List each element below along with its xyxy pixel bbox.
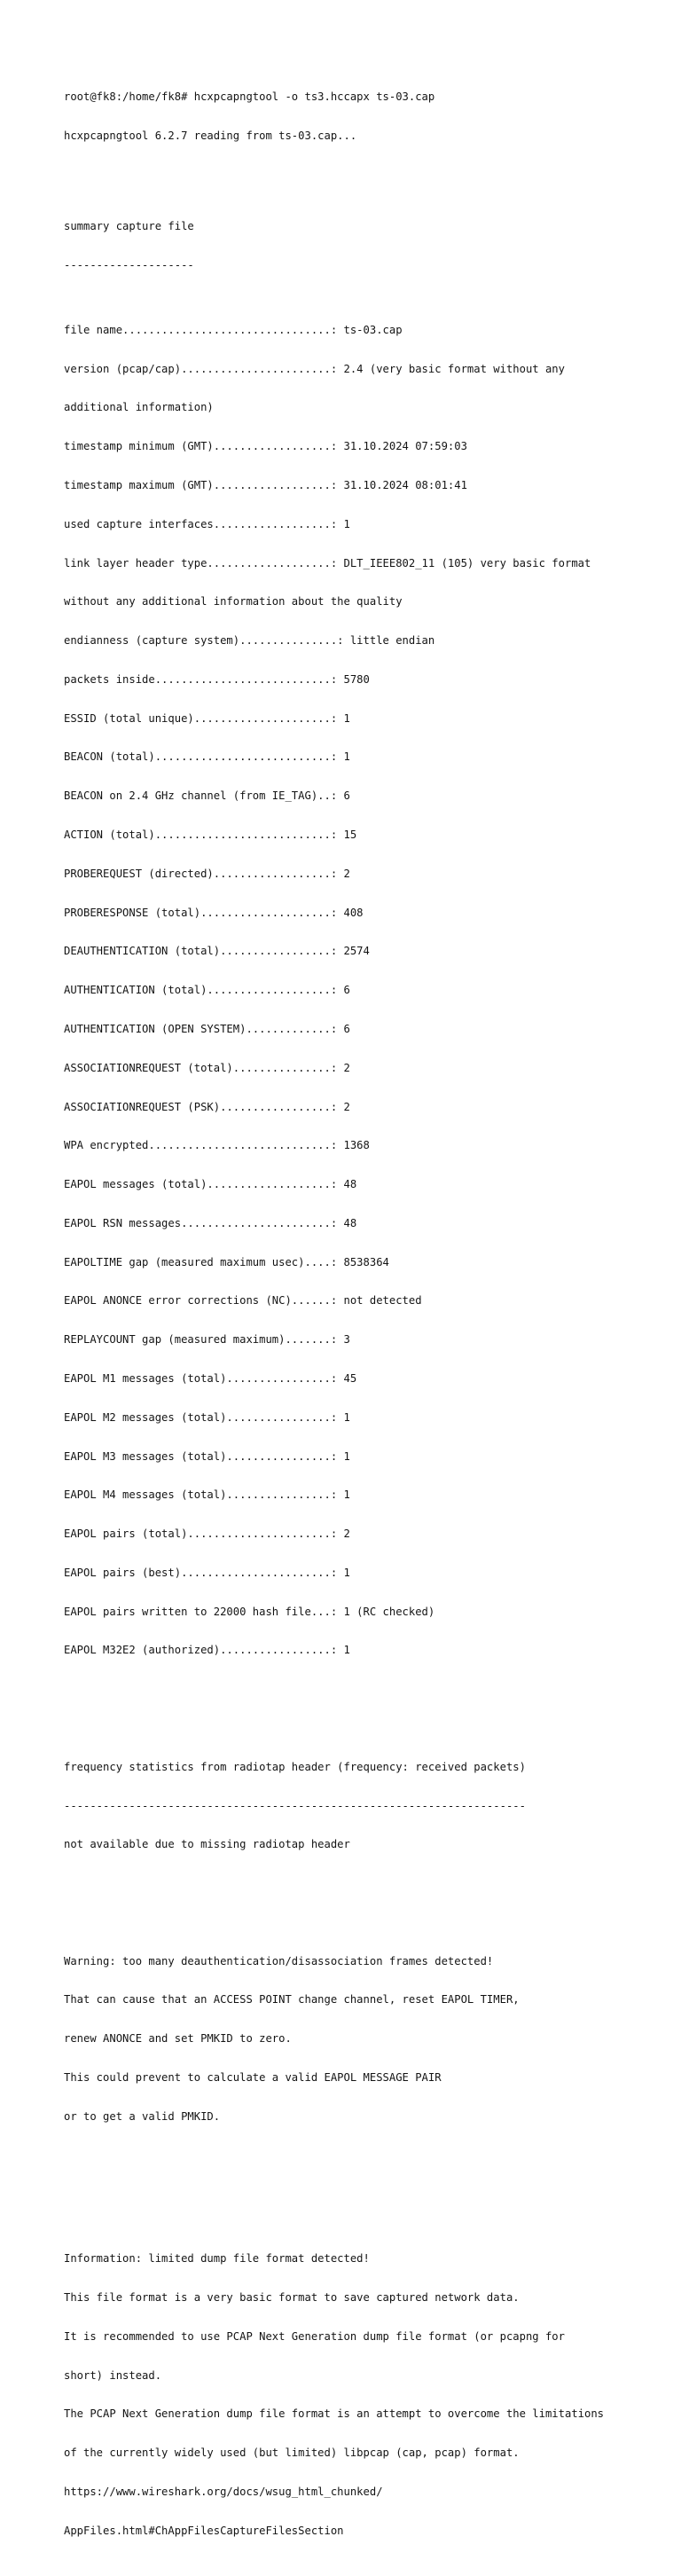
- summary-line: link layer header type...................: DLT_IEEE802_11 (105) very basic format: [64, 556, 591, 569]
- summary-line: EAPOL M1 messages (total)................: 45: [64, 1371, 357, 1385]
- summary-line: ASSOCIATIONREQUEST (PSK).................: 2: [64, 1100, 350, 1113]
- summary-line: version (pcap/cap).......................: 2.4 (very basic format without any: [64, 362, 565, 375]
- spacer: [64, 2175, 667, 2188]
- summary-line: EAPOLTIME gap (measured maximum usec)....: 8538364: [64, 1255, 389, 1268]
- summary-line: ASSOCIATIONREQUEST (total)...............: 2: [64, 1061, 350, 1074]
- summary-line: REPLAYCOUNT gap (measured maximum).......: 3: [64, 1333, 350, 1347]
- summary-line: BEACON on 2.4 GHz channel (from IE_TAG)..: 6: [64, 789, 350, 803]
- summary-line: EAPOL M3 messages (total)................: 1: [64, 1449, 350, 1463]
- information-line: Information: limited dump file format detected!: [64, 2252, 370, 2266]
- warning-block: [64, 1929, 667, 2149]
- information-line: The PCAP Next Generation dump file format is an attempt to overcome the limitations: [64, 2407, 605, 2421]
- warning-line: Warning: too many deauthentication/disassociation frames detected!: [64, 1954, 494, 1967]
- frequency-message: not available due to missing radiotap header: [64, 1838, 350, 1851]
- summary-line: EAPOL M32E2 (authorized).................: 1: [64, 1644, 350, 1657]
- frequency-heading: frequency statistics from radiotap header (frequency: received packets): [64, 1760, 526, 1773]
- warning-line: renew ANONCE and set PMKID to zero.: [64, 2032, 292, 2046]
- summary-line: EAPOL ANONCE error corrections (NC)......: not detected: [64, 1294, 422, 1308]
- wireshark-link-line: https://www.wireshark.org/docs/wsug_html_chunked/: [64, 2486, 383, 2499]
- summary-line: packets inside...........................: 5780: [64, 672, 370, 686]
- summary-line: ACTION (total)...........................: 15: [64, 829, 357, 842]
- spacer: [64, 169, 667, 182]
- summary-line: file name................................: ts-03.cap: [64, 323, 403, 336]
- spacer: [64, 1877, 667, 1890]
- summary-line: timestamp minimum (GMT)..................: 31.10.2024 07:59:03: [64, 440, 467, 453]
- summary-line: PROBEREQUEST (directed)..................: 2: [64, 867, 350, 880]
- summary-heading: summary capture file: [64, 220, 194, 233]
- information-line: This file format is a very basic format to save captured network data.: [64, 2291, 520, 2305]
- summary-line: EAPOL M4 messages (total)................: 1: [64, 1488, 350, 1502]
- summary-line: DEAUTHENTICATION (total).................: 2574: [64, 945, 370, 958]
- summary-line: endianness (capture system)...............: little endian: [64, 634, 435, 648]
- information-line: short) instead.: [64, 2368, 162, 2382]
- summary-line: PROBERESPONSE (total)....................: 408: [64, 906, 364, 919]
- summary-line: EAPOL pairs (total)......................: 2: [64, 1528, 350, 1541]
- summary-list: [64, 298, 667, 1684]
- frequency-rule: -----------------------------------------------------------------------: [64, 1799, 526, 1812]
- summary-line: ESSID (total unique).....................: 1: [64, 711, 350, 725]
- warning-line: This could prevent to calculate a valid EAPOL MESSAGE PAIR: [64, 2071, 442, 2085]
- summary-line: EAPOL RSN messages.......................: 48: [64, 1216, 357, 1229]
- summary-line: additional information): [64, 401, 214, 414]
- summary-line: without any additional information about the quality: [64, 595, 403, 609]
- wireshark-link-line: AppFiles.html#ChAppFilesCaptureFilesSection: [64, 2524, 344, 2537]
- information-line: of the currently widely used (but limited) libpcap (cap, pcap) format.: [64, 2446, 520, 2460]
- summary-line: EAPOL M2 messages (total)................: 1: [64, 1410, 350, 1424]
- warning-line: That can cause that an ACCESS POINT change channel, reset EAPOL TIMER,: [64, 1993, 520, 2007]
- summary-line: EAPOL messages (total)...................: 48: [64, 1178, 357, 1191]
- summary-line: AUTHENTICATION (OPEN SYSTEM).............: 6: [64, 1022, 350, 1035]
- summary-line: AUTHENTICATION (total)...................: 6: [64, 984, 350, 997]
- summary-line: used capture interfaces..................: 1: [64, 517, 350, 530]
- summary-line: BEACON (total)...........................: 1: [64, 750, 350, 764]
- summary-line: timestamp maximum (GMT)..................: 31.10.2024 08:01:41: [64, 479, 467, 491]
- summary-rule: --------------------: [64, 258, 194, 271]
- information-block: [64, 2227, 667, 2563]
- summary-line: WPA encrypted............................: 1368: [64, 1139, 370, 1152]
- information-line: It is recommended to use PCAP Next Generation dump file format (or pcapng for: [64, 2329, 565, 2343]
- summary-line: EAPOL pairs written to 22000 hash file...: 1 (RC checked): [64, 1605, 435, 1618]
- tool-reading-line: hcxpcapngtool 6.2.7 reading from ts-03.cap...: [64, 129, 357, 142]
- summary-line: EAPOL pairs (best).......................: 1: [64, 1566, 350, 1579]
- command-prompt: root@fk8:/home/fk8# hcxpcapngtool -o ts3.hccapx ts-03.cap: [64, 90, 435, 104]
- warning-line: or to get a valid PMKID.: [64, 2109, 221, 2123]
- spacer: [64, 1708, 667, 1722]
- terminal-output: [64, 65, 667, 2576]
